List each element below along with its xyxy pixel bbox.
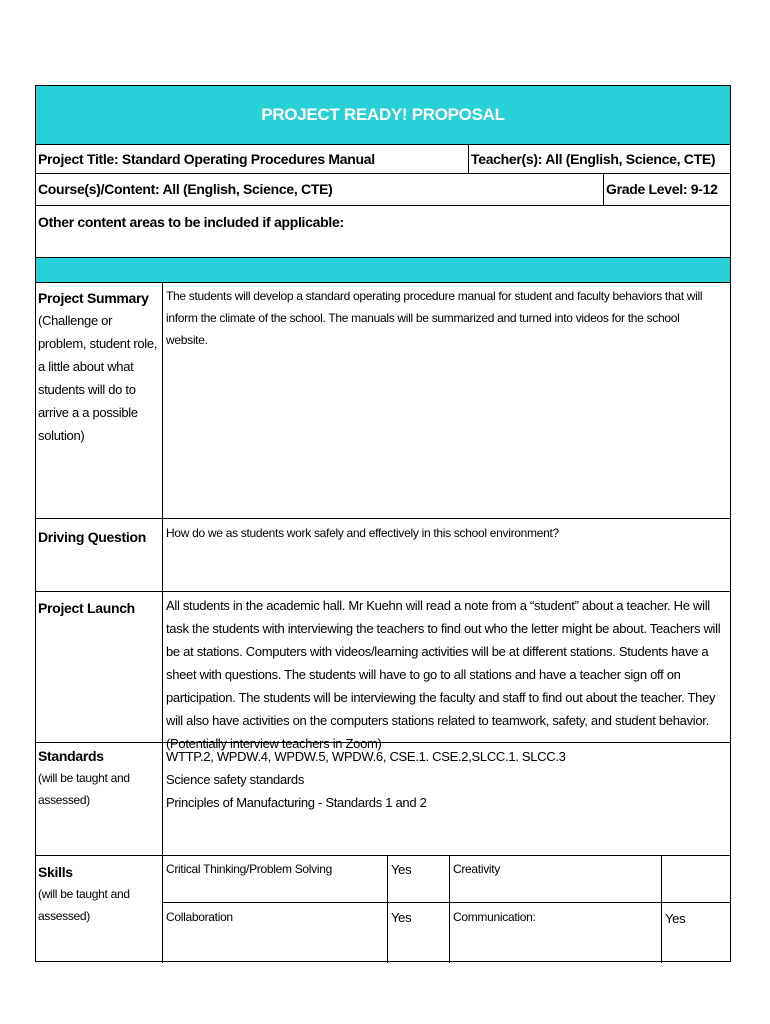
summary-text: The students will develop a standard operating procedure manual for student and faculty behaviors that will inform the climate of the school. The manuals will be summarized and turned into videos for the school website. <box>162 283 730 518</box>
form-title: PROJECT READY! PROPOSAL <box>261 105 505 124</box>
other-content-areas: Other content areas to be included if applicable: <box>38 214 344 230</box>
skill-value: Yes <box>387 902 449 963</box>
other-areas-row <box>36 206 730 257</box>
skill-name: Critical Thinking/Problem Solving <box>166 862 332 876</box>
skill-value: Yes <box>387 856 449 902</box>
standards-label: Standards <box>38 748 104 764</box>
standards-label-cell <box>38 743 162 855</box>
summary-label: Project Summary <box>38 290 149 306</box>
driving-question-row <box>36 519 730 592</box>
launch-label: Project Launch <box>38 600 135 616</box>
summary-label-cell <box>38 283 162 518</box>
standards-list <box>162 743 730 855</box>
skills-label: Skills <box>38 864 73 880</box>
skills-row <box>36 856 730 963</box>
standards-line: Science safety standards <box>166 772 305 787</box>
standards-line: Principles of Manufacturing - Standards 1 and 2 <box>166 795 427 810</box>
section-divider <box>36 257 730 283</box>
skill-value <box>661 856 730 902</box>
grade-level: Grade Level: 9-12 <box>603 174 730 205</box>
skills-grid-row <box>163 902 730 963</box>
form-header <box>36 86 730 145</box>
driving-question-text: How do we as students work safely and effectively in this school environment? <box>162 519 730 591</box>
teachers: Teacher(s): All (English, Science, CTE) <box>468 145 730 173</box>
launch-row <box>36 592 730 751</box>
skills-grid-row <box>163 856 730 903</box>
skills-label-cell <box>38 856 162 963</box>
project-title-row <box>36 145 730 174</box>
summary-sublabel: (Challenge or problem, student role, a little about what students will do to arrive a a possible solution) <box>38 313 158 443</box>
skills-sublabel: (will be taught and assessed) <box>38 887 130 923</box>
standards-line: WTTP.2, WPDW.4, WPDW.5, WPDW.6, CSE.1. CSE.2,SLCC.1. SLCC.3 <box>166 749 566 764</box>
launch-text: All students in the academic hall. Mr Kuehn will read a note from a “student” about a teacher. He will task the students with interviewing the teachers to find out who the letter might be about. Teachers will be at stations. Computers with videos/learning activities will be at different stations. Students have a sheet with questions. The students will have to go to all stations and have a teacher sign off on participation. The students will be interviewing the faculty and staff to find out about the teacher. They will also have activities on the computers stations related to teamwork, safety, and student behavior. (Potentially interview teachers in Zoom) <box>162 592 730 742</box>
course-row <box>36 174 730 206</box>
skill-name: Creativity <box>449 856 661 902</box>
skill-name: Collaboration <box>166 910 233 924</box>
standards-sublabel: (will be taught and assessed) <box>38 771 130 807</box>
summary-row <box>36 283 730 519</box>
driving-question-label: Driving Question <box>38 529 146 545</box>
project-title: Project Title: Standard Operating Procedures Manual <box>38 151 375 167</box>
skill-value: Yes <box>661 902 730 963</box>
skill-name: Communication: <box>449 902 661 963</box>
proposal-form <box>35 85 731 962</box>
course-content: Course(s)/Content: All (English, Science, CTE) <box>38 181 333 197</box>
skills-grid <box>162 856 730 963</box>
standards-row <box>36 743 730 856</box>
